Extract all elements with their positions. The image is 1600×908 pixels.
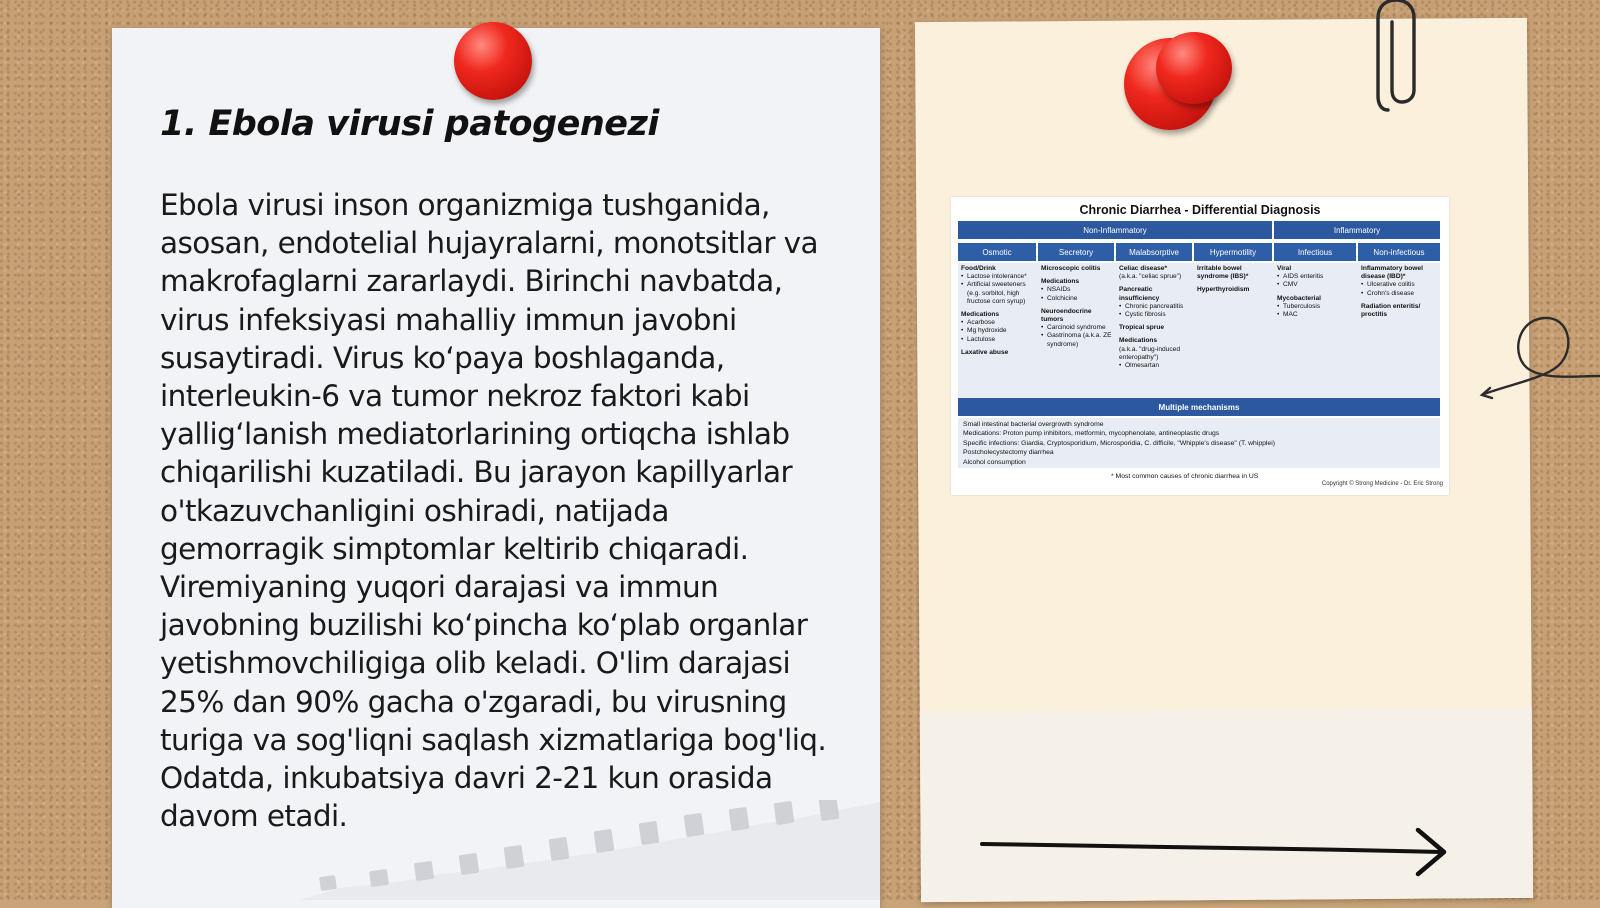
osmotic-heading: Food/Drink <box>961 265 996 272</box>
slide-body-text: Ebola virusi inson organizmiga tushganida, asosan, endotelial hujayralarni, monotsitlar va makrofaglarni zararlaydi. Birinchi navbatda, virus infeksiyasi mahalliy immun javobni susaytiradi. Virus ko‘paya boshlaganda, interleukin-6 va tumor nekroz faktori kabi yallig‘lanish mediatorlarining ortiqcha ishlab chiqarilishi kuzatiladi. Bu jarayon kapillyarlar o'tkazuvchanligini oshiradi, natijada gemorragik simptomlar keltirib chiqaradi. Viremiyaning yuqori darajasi va immun javobning buzilishi ko‘pincha ko‘plab organlar yetishmovchiligiga olib keladi. O'lim darajasi 25% dan 90% gacha o'zgaradi, bu virusning turiga va sog'liqni saqlash xizmatlariga bog'liq. Odatda, inkubatsiya davri 2-21 kun orasida davom etadi. <box>160 188 827 834</box>
multiple-mechanism-line: Specific infections: Giardia, Cryptosporidium, Microsporidia, C. difficile, "Whipple's disease" (T. whipplei) <box>963 439 1275 447</box>
multiple-mechanisms-list <box>958 418 1440 468</box>
infectious-item: • Tuberculosis <box>1277 303 1355 311</box>
osmotic-item: • Acarbose <box>961 319 1035 327</box>
osmotic-item: • Lactose intolerance* <box>961 273 1035 281</box>
malabsorptive-heading: Celiac disease* <box>1119 265 1168 272</box>
slide-title: 1. Ebola virusi patogenezi <box>160 104 659 144</box>
string-loop-decoration <box>1478 310 1600 410</box>
multiple-mechanisms-header: Multiple mechanisms <box>958 398 1440 416</box>
osmotic-item: • Mg hydroxide <box>961 327 1035 335</box>
infectious-item: • CMV <box>1277 281 1355 289</box>
red-pushpin-icon <box>454 22 532 100</box>
osmotic-heading: Laxative abuse <box>961 348 1009 356</box>
malabsorptive-item: • Cystic fibrosis <box>1119 311 1191 319</box>
infectious-heading: Mycobacterial <box>1277 294 1321 302</box>
osmotic-item: • Lactulose <box>961 336 1035 344</box>
group-header-inflammatory: Inflammatory <box>1274 221 1440 239</box>
column-infectious <box>1277 265 1355 319</box>
non-infectious-item: • Ulcerative colitis <box>1361 281 1439 289</box>
secretory-item: • Colchicine <box>1041 295 1113 303</box>
osmotic-item: • Artificial sweeteners (e.g. sorbitol, high fructose corn syrup) <box>961 281 1035 306</box>
column-non-infectious <box>1361 265 1439 319</box>
secretory-heading: Neuroendocrine tumors <box>1041 307 1092 324</box>
secretory-heading: Microscopic colitis <box>1041 265 1101 272</box>
column-osmotic <box>961 265 1035 357</box>
multiple-mechanism-line: Alcohol consumption <box>963 458 1026 466</box>
infectious-item: • MAC <box>1277 311 1355 319</box>
image-copyright: Copyright © Strong Medicine - Dr. Eric Strong <box>1321 481 1443 487</box>
malabsorptive-note: (a.k.a. "drug-induced enteropathy") <box>1119 345 1180 361</box>
subheader-non-infectious: Non-infectious <box>1358 243 1440 261</box>
subheader-infectious: Infectious <box>1274 243 1356 261</box>
malabsorptive-item: • Olmesartan <box>1119 362 1191 370</box>
malabsorptive-item: • Chronic pancreatitis <box>1119 303 1191 311</box>
group-header-non-inflammatory: Non-Inflammatory <box>958 221 1272 239</box>
malabsorptive-heading: Medications <box>1119 337 1158 345</box>
secretory-heading: Medications <box>1041 278 1080 286</box>
secretory-item: • Gastrinoma (a.k.a. ZE syndrome) <box>1041 332 1113 348</box>
hypermotility-heading: Irritable bowel syndrome (IBS)* <box>1197 265 1249 281</box>
non-infectious-heading: Inflammatory bowel disease (IBD)* <box>1361 265 1423 281</box>
malabsorptive-note: (a.k.a. "celiac sprue") <box>1119 273 1182 281</box>
malabsorptive-heading: Pancreatic insufficiency <box>1119 286 1160 302</box>
infectious-item: • AIDS enteritis <box>1277 273 1355 281</box>
multiple-mechanism-line: Small intestinal bacterial overgrowth syndrome <box>963 421 1104 428</box>
multiple-mechanism-line: Postcholecystectomy diarrhea <box>963 449 1054 457</box>
subheader-secretory: Secretory <box>1038 243 1114 261</box>
right-arrow-icon <box>980 828 1450 878</box>
subheader-malabsorptive: Malabsorptive <box>1116 243 1192 261</box>
osmotic-heading: Medications <box>961 311 1000 319</box>
secretory-item: • Carcinoid syndrome <box>1041 324 1113 332</box>
non-infectious-item: • Crohn's disease <box>1361 290 1439 298</box>
subheader-hypermotility: Hypermotility <box>1194 243 1272 261</box>
malabsorptive-heading: Tropical sprue <box>1119 324 1165 332</box>
secretory-item: • NSAIDs <box>1041 286 1113 294</box>
column-malabsorptive <box>1119 265 1191 370</box>
non-infectious-heading: Radiation enteritis/ proctitis <box>1361 302 1421 319</box>
image-title: Chronic Diarrhea - Differential Diagnosis <box>1079 203 1321 217</box>
column-secretory <box>1041 265 1113 349</box>
infectious-heading: Viral <box>1277 265 1292 272</box>
subheader-osmotic: Osmotic <box>958 243 1036 261</box>
differential-diagnosis-image <box>951 197 1449 495</box>
image-footnote: * Most common causes of chronic diarrhea in US <box>1111 473 1259 480</box>
hypermotility-heading: Hyperthyroidism <box>1197 286 1250 294</box>
red-pushpin-front-icon <box>1156 32 1232 104</box>
paperclip-icon <box>1374 0 1418 122</box>
column-hypermotility <box>1197 265 1271 295</box>
multiple-mechanism-line: Medications: Proton pump inhibitors, metformin, mycophenolate, antineoplastic drugs <box>963 430 1220 438</box>
